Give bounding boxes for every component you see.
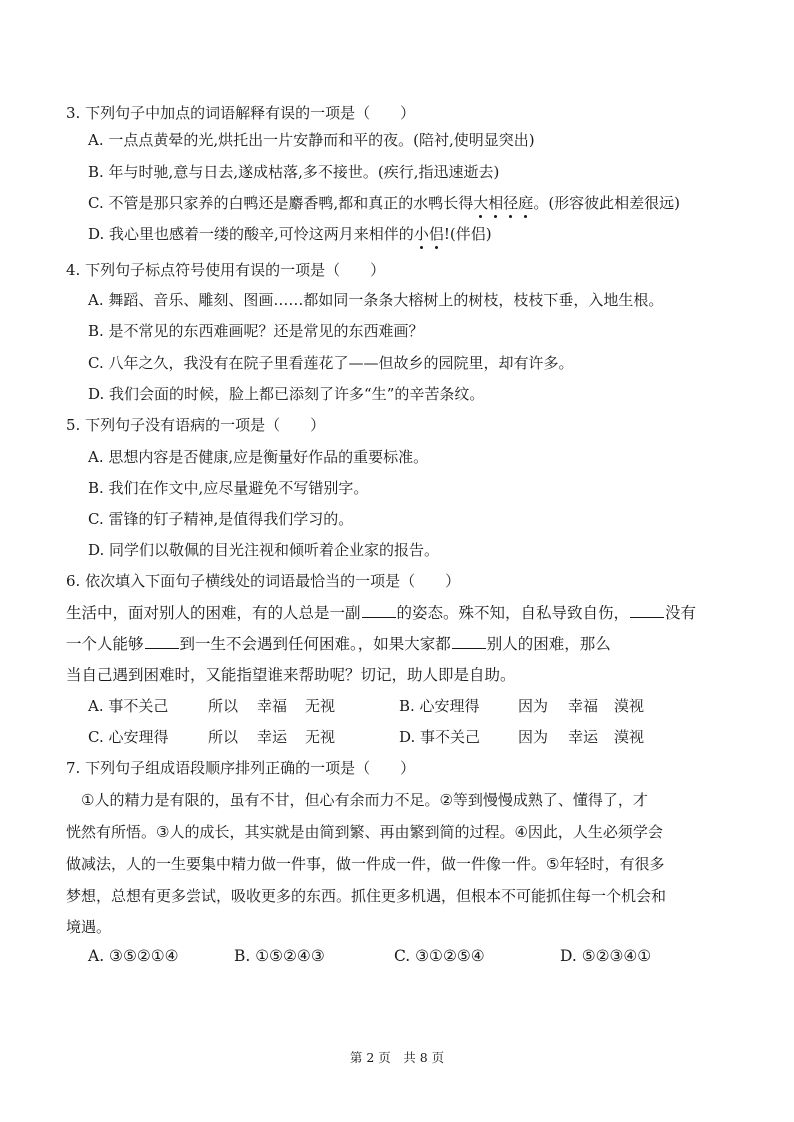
q3-option-d <box>88 224 492 244</box>
q6-option-a-word4: 无视 <box>305 697 336 715</box>
q6-option-a-word3: 幸福 <box>257 697 288 715</box>
q6-option-d-word4: 漠视 <box>614 728 645 746</box>
q6-option-c-word3: 幸运 <box>257 728 288 746</box>
emphasis-dot-char: 庭 <box>518 194 534 212</box>
q4-stem: 4. 下列句子标点符号使用有误的一项是（ ） <box>66 261 386 279</box>
q6-options-row-2 <box>88 727 688 747</box>
q6-text: 的姿态。殊不知，自私导致自伤， <box>396 604 630 622</box>
page-number: 第 2 页 共 8 页 <box>349 1050 445 1065</box>
q6-passage-line-2 <box>66 634 611 654</box>
q6-stem: 6. 依次填入下面句子横线处的词语最恰当的一项是（ ） <box>66 572 461 590</box>
q7-passage-line: 梦想，总想有更多尝试，吸收更多的东西。抓住更多机遇，但根本不可能抓住每一个机会和 <box>66 887 667 905</box>
q6-option-c-word1: C. 心安理得 <box>88 728 169 746</box>
q6-option-d-word1: D. 事不关己 <box>399 728 481 746</box>
q6-option-b-word2: 因为 <box>518 697 549 715</box>
fill-blank <box>145 634 179 649</box>
q3-option-b: B. 年与时驰,意与日去,遂成枯落,多不接世。(疾行,指迅速逝去) <box>88 163 500 181</box>
q6-option-c-word2: 所以 <box>208 728 239 746</box>
q6-passage-line-3: 当自己遇到困难时，又能指望谁来帮助呢？切记，助人即是自助。 <box>66 666 516 684</box>
q7-options-row <box>88 946 728 966</box>
q7-stem: 7. 下列句子组成语段顺序排列正确的一项是（ ） <box>66 759 416 777</box>
q3-option-c-gloss: 。(形容彼此相差很远) <box>533 194 681 212</box>
q6-option-a-word1: A. 事不关己 <box>88 697 169 715</box>
q5-option-d: D. 同学们以敬佩的目光注视和倾听着企业家的报告。 <box>88 541 440 559</box>
q4-option-d: D. 我们会面的时候，脸上都已添刻了许多“生”的辛苦条纹。 <box>88 385 485 403</box>
fill-blank <box>362 603 396 618</box>
q6-option-c-word4: 无视 <box>305 728 336 746</box>
q4-option-c: C. 八年之久，我没有在院子里看莲花了——但故乡的园院里，却有许多。 <box>88 354 574 372</box>
q3-option-d-text: D. 我心里也感着一缕的酸辛,可怜这两月来相伴的 <box>88 225 414 243</box>
q6-text: 一个人能够 <box>66 635 144 653</box>
q4-option-a: A. 舞蹈、音乐、雕刻、图画……都如同一条条大榕树上的树枝，枝枝下垂，入地生根。 <box>88 291 664 309</box>
emphasis-dot-char: 径 <box>503 194 519 212</box>
q4-option-b: B. 是不常见的东西难画呢？还是常见的东西难画？ <box>88 322 424 340</box>
q5-option-c: C. 雷锋的钉子精神,是值得我们学习的。 <box>88 510 354 528</box>
q6-option-d-word3: 幸运 <box>568 728 599 746</box>
q6-option-b-word4: 漠视 <box>614 697 645 715</box>
q5-option-b: B. 我们在作文中,应尽量避免不写错别字。 <box>88 479 369 497</box>
q6-option-b-word3: 幸福 <box>568 697 599 715</box>
q3-option-c-text: C. 不管是那只家养的白鸭还是麝香鸭,都和真正的水鸭长得 <box>88 194 474 212</box>
emphasis-dot-char: 侣 <box>428 225 444 243</box>
q7-passage-line: ①人的精力是有限的，虽有不甘，但心有余而力不足。②等到慢慢成熟了、懂得了，才 <box>66 791 648 809</box>
q7-option-d: D. ⑤②③④① <box>560 947 652 965</box>
q6-text: 生活中，面对别人的困难，有的人总是一副 <box>66 604 361 622</box>
fill-blank <box>630 603 664 618</box>
q5-option-a: A. 思想内容是否健康,应是衡量好作品的重要标准。 <box>88 448 429 466</box>
q6-text: 没有 <box>665 604 697 622</box>
q7-passage-line: 做减法，人的一生要集中精力做一件事，做一件成一件，做一件像一件。⑤年轻时，有很多 <box>66 855 665 873</box>
q6-option-b-word1: B. 心安理得 <box>399 697 480 715</box>
q3-option-d-gloss: !(伴侣) <box>443 225 492 243</box>
q3-option-a: A. 一点点黄晕的光,烘托出一片安静而和平的夜。(陪衬,使明显突出) <box>88 131 535 149</box>
q6-options-row-1 <box>88 696 688 716</box>
q6-option-d-word2: 因为 <box>518 728 549 746</box>
q7-option-a: A. ③⑤②①④ <box>88 947 179 965</box>
q6-text: 到一生不会遇到任何困难。，如果大家都 <box>179 635 451 653</box>
q3-stem: 3. 下列句子中加点的词语解释有误的一项是（ ） <box>66 104 416 122</box>
q3-option-c <box>88 193 680 213</box>
fill-blank <box>452 634 486 649</box>
emphasis-dot-char: 相 <box>488 194 504 212</box>
q5-stem: 5. 下列句子没有语病的一项是（ ） <box>66 416 326 434</box>
q7-option-b: B. ①⑤②④③ <box>234 947 325 965</box>
q7-option-c: C. ③①②⑤④ <box>394 947 485 965</box>
q7-passage-line: 境遇。 <box>66 918 112 936</box>
q6-option-a-word2: 所以 <box>208 697 239 715</box>
q6-passage-line-1 <box>66 603 696 623</box>
q7-passage-line: 恍然有所悟。③人的成长，其实就是由简到繁、再由繁到简的过程。④因此，人生必须学会 <box>66 823 663 841</box>
emphasis-dot-char: 小 <box>413 225 429 243</box>
q6-text: 别人的困难，那么 <box>486 635 611 653</box>
emphasis-dot-char: 大 <box>473 194 489 212</box>
